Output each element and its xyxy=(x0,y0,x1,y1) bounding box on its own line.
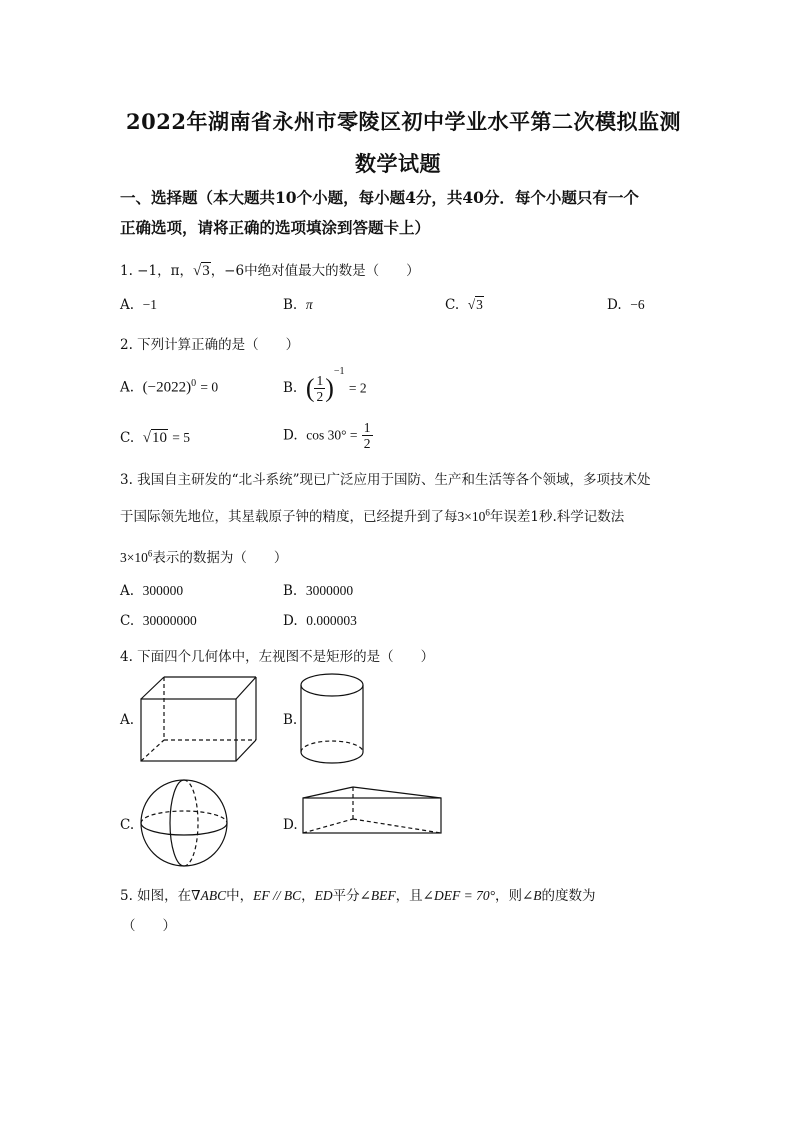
q5-mid3: 平分 xyxy=(332,888,360,904)
prism-hidden-left xyxy=(303,819,353,833)
q1-option-a xyxy=(120,297,157,313)
q1-a-value: −1 xyxy=(142,297,158,312)
q1-a-label: A. xyxy=(120,297,135,313)
q4-b-label: B. xyxy=(283,712,298,728)
cylinder-bottom-back xyxy=(301,741,363,752)
q1-b-label: B. xyxy=(283,297,298,313)
q4-c-label: C. xyxy=(120,817,135,833)
prism-top-right-edge xyxy=(353,787,441,798)
q1-c-label: C. xyxy=(445,297,460,313)
cylinder-top-ellipse xyxy=(301,674,363,696)
q2-option-a xyxy=(120,378,218,397)
page-title: 2022年湖南省永州市零陵区初中学业水平第二次模拟监测 xyxy=(126,109,681,134)
q2-c-label: C. xyxy=(120,430,135,446)
question-3-line3 xyxy=(120,546,287,566)
page-subtitle: 数学试题 xyxy=(355,151,441,176)
q3-line3-b: 表示的数据为（ ） xyxy=(152,550,288,566)
q2-d-lhs: cos 30° = xyxy=(306,427,358,443)
q1-option-c xyxy=(445,297,484,313)
cylinder-figure xyxy=(300,672,366,768)
q1-option-b xyxy=(283,297,313,313)
q2-d-num: 1 xyxy=(363,420,371,435)
cuboid-edge-tr xyxy=(236,677,256,699)
q3-line2-sci: 3×10 xyxy=(457,509,486,524)
q3-line3-sci: 3×10 xyxy=(120,550,148,565)
q1-b-value: π xyxy=(305,297,313,312)
q1-suffix: ，−6中绝对值最大的数是（ ） xyxy=(210,263,420,279)
q2-b-rhs: = 2 xyxy=(348,380,367,396)
q3-line2-b: 年误差1秒.科学记数法 xyxy=(489,509,625,525)
question-3-line2 xyxy=(120,505,624,525)
q3-line2-exp: 6 xyxy=(485,507,490,518)
q3-b-value: 3000000 xyxy=(305,583,354,598)
q2-d-den: 2 xyxy=(363,436,371,451)
q1-d-label: D. xyxy=(607,297,622,313)
q5-angle-b: ∠B xyxy=(521,888,542,903)
q3-a-label: A. xyxy=(120,583,135,599)
q5-prefix: 5. 如图，在 xyxy=(120,888,192,904)
q3-a-value: 300000 xyxy=(142,583,184,598)
q1-d-value: −6 xyxy=(630,297,645,312)
question-3-line1: 3. 我国自主研发的“北斗系统”现已广泛应用于国防、生产和生活等各个领域，多项技术处 xyxy=(120,472,651,488)
sphere-equator-front xyxy=(141,823,227,835)
q2-c-radicand: 10 xyxy=(151,430,167,446)
q3-d-value: 0.000003 xyxy=(306,613,357,628)
sphere-figure xyxy=(140,779,230,869)
cuboid-front-face xyxy=(141,699,236,761)
question-2-stem: 2. 下列计算正确的是（ ） xyxy=(120,337,300,353)
question-5-line2: （ ） xyxy=(122,918,176,934)
q3-line2-a: 于国际领先地位，其星载原子钟的精度，已经提升到了每 xyxy=(120,509,458,525)
q3-b-label: B. xyxy=(283,583,298,599)
q2-c-rhs: = 5 xyxy=(172,430,191,445)
section-heading-line1: 一、选择题（本大题共10个小题，每小题4分，共40分．每个小题只有一个 xyxy=(120,188,639,207)
q2-b-label: B. xyxy=(283,380,298,396)
q2-a-label: A. xyxy=(120,379,135,396)
q2-b-num: 1 xyxy=(316,373,324,388)
q5-mid5: ，则 xyxy=(494,888,522,904)
prism-top-left-edge xyxy=(303,787,353,798)
sphere-meridian-front xyxy=(170,780,184,866)
cuboid-figure xyxy=(138,674,258,766)
cylinder-bottom-front xyxy=(301,752,363,763)
q2-d-fraction xyxy=(362,420,373,451)
q5-angle-def: ∠DEF = 70° xyxy=(422,888,495,903)
question-4-stem: 4. 下面四个几何体中，左视图不是矩形的是（ ） xyxy=(120,649,435,665)
prism-hidden-right xyxy=(353,819,441,833)
section-heading-line2: 正确选项，请将正确的选项填涂到答题卡上） xyxy=(120,218,431,237)
q5-angle-bef: ∠BEF xyxy=(359,888,396,903)
cuboid-edge-tl xyxy=(141,677,164,699)
triangular-prism-figure xyxy=(300,785,445,837)
q4-d-label: D. xyxy=(283,817,298,833)
q1-c-radicand: 3 xyxy=(476,297,483,312)
sphere-meridian-back xyxy=(184,780,198,866)
q3-option-a xyxy=(120,583,183,599)
q2-option-d xyxy=(283,420,373,451)
q2-a-rhs: = 0 xyxy=(200,379,219,395)
q2-option-b xyxy=(283,366,367,404)
q2-d-label: D. xyxy=(283,427,298,444)
q3-line3-exp: 6 xyxy=(147,548,153,559)
q1-c-sqrt: √3 xyxy=(467,297,483,312)
q5-suffix: 的度数为 xyxy=(541,888,596,904)
sphere-outline xyxy=(141,780,227,866)
q2-a-expr: (−2022) xyxy=(142,379,192,396)
q5-ed: ED xyxy=(314,888,333,903)
q4-a-label: A. xyxy=(120,712,135,728)
q2-b-fraction xyxy=(314,373,325,404)
q3-d-label: D. xyxy=(283,613,298,629)
q3-c-label: C. xyxy=(120,613,135,629)
q1-option-d xyxy=(607,297,645,313)
q2-b-lparen: ( xyxy=(305,373,315,403)
q5-mid1: 中， xyxy=(226,888,254,904)
cuboid-hidden-diagonal xyxy=(141,740,164,761)
q1-sqrt: √3 xyxy=(192,263,210,279)
q3-option-c xyxy=(120,613,197,629)
cuboid-edge-br xyxy=(236,740,256,761)
q5-mid2: ， xyxy=(301,888,315,904)
q2-b-exp: −1 xyxy=(333,366,345,377)
q1-radicand: 3 xyxy=(202,263,210,279)
q2-c-sqrt: √10 xyxy=(142,430,167,446)
q5-ef-bc: EF // BC xyxy=(253,888,302,903)
q2-option-c xyxy=(120,430,190,447)
q3-option-d xyxy=(283,613,357,629)
sphere-equator-back xyxy=(141,811,227,823)
q2-b-rparen: ) xyxy=(325,373,334,403)
q2-a-exp: 0 xyxy=(191,378,197,389)
q5-mid4: ，且 xyxy=(395,888,423,904)
q5-triangle: ∇ABC xyxy=(191,888,227,903)
question-5-line1 xyxy=(120,884,596,904)
question-1-stem xyxy=(120,259,420,280)
q2-b-den: 2 xyxy=(316,389,324,404)
q3-c-value: 30000000 xyxy=(142,613,197,628)
q3-option-b xyxy=(283,583,353,599)
q1-prefix: 1. −1，π， xyxy=(120,263,193,279)
